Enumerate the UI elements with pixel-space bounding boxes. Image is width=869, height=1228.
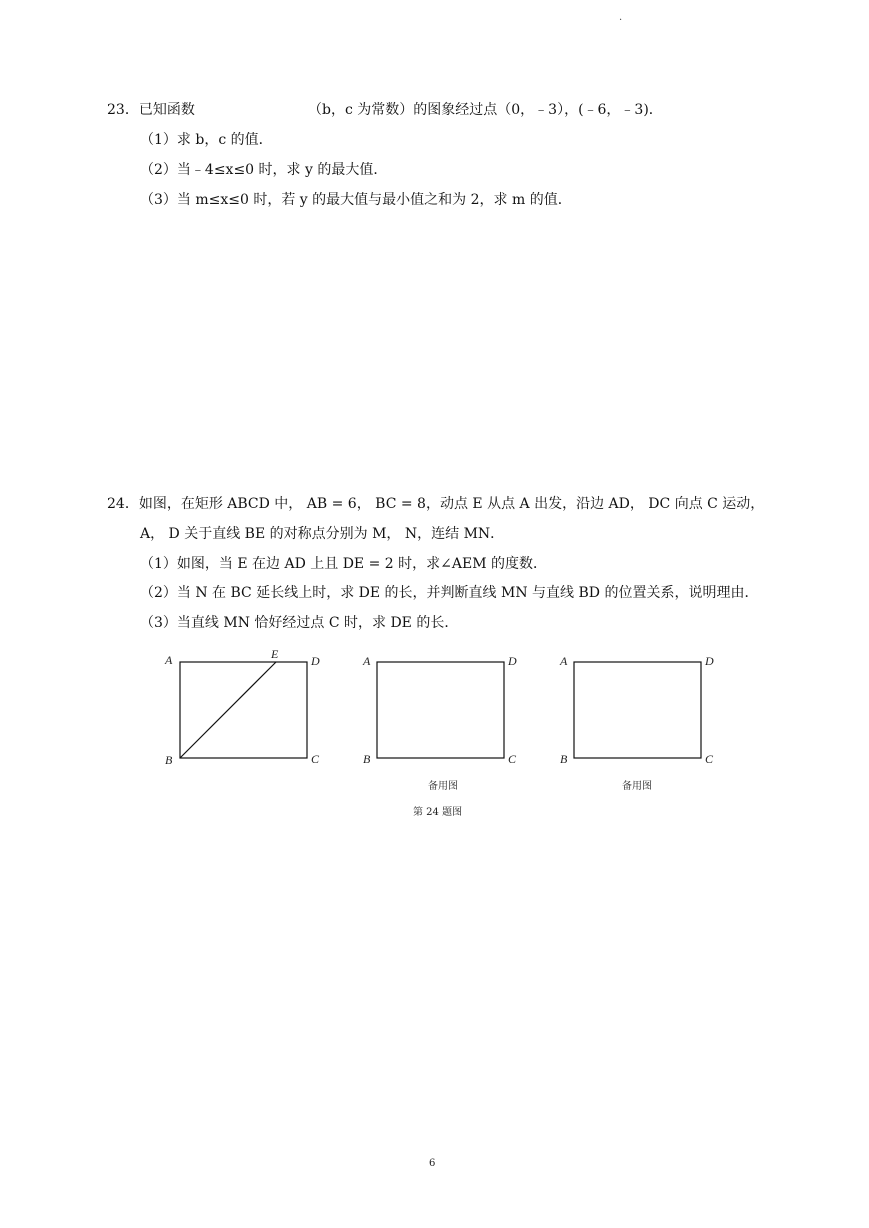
figure-caption: 第 24 题图 — [413, 807, 463, 818]
label-e: E — [271, 647, 279, 661]
label-c: C — [705, 752, 714, 766]
q23-part-1: （1）求 b，c 的值． — [140, 132, 273, 148]
label-d: D — [311, 654, 320, 668]
rectangle-abcd — [574, 662, 701, 758]
q24-line-2: A， D 关于直线 BE 的对称点分别为 M， N，连结 MN． — [140, 526, 505, 542]
q23-intro-a: 23．已知函数 — [107, 102, 195, 118]
label-b: B — [165, 753, 173, 767]
figure-spare-2-svg — [555, 645, 725, 775]
label-b: B — [363, 752, 371, 766]
figure-main — [160, 645, 330, 779]
label-b: B — [560, 752, 568, 766]
label-c: C — [311, 752, 320, 766]
segment-be — [180, 662, 276, 758]
spare-2-caption: 备用图 — [622, 781, 652, 792]
header-mark: . — [619, 12, 623, 23]
label-d: D — [508, 654, 517, 668]
page-number: 6 — [429, 1158, 436, 1169]
figure-main-svg — [160, 645, 330, 775]
label-a: A — [363, 654, 371, 668]
spare-1-caption: 备用图 — [428, 781, 458, 792]
q23-part-2: （2）当﹣4≤x≤0 时，求 y 的最大值． — [140, 162, 388, 178]
figure-spare-2 — [555, 645, 725, 779]
label-a: A — [165, 653, 173, 667]
q23-intro-b: （b，c 为常数）的图象经过点（0，﹣3），(﹣6，﹣3)． — [308, 102, 663, 118]
rectangle-abcd — [377, 662, 504, 758]
label-a: A — [560, 654, 568, 668]
figure-spare-1 — [358, 645, 528, 779]
q23-part-3: （3）当 m≤x≤0 时，若 y 的最大值与最小值之和为 2，求 m 的值． — [140, 192, 572, 208]
label-d: D — [705, 654, 714, 668]
q24-line-1: 24．如图，在矩形 ABCD 中， AB = 6， BC = 8，动点 E 从点 A 出发，沿边 AD， DC 向点 C 运动， — [107, 496, 765, 512]
rectangle-abcd — [180, 662, 307, 758]
figure-spare-1-svg — [358, 645, 528, 775]
q24-part-2: （2）当 N 在 BC 延长线上时，求 DE 的长，并判断直线 MN 与直线 BD 的位置关系，说明理由． — [140, 585, 759, 601]
q24-part-1: （1）如图，当 E 在边 AD 上且 DE = 2 时，求∠AEM 的度数． — [140, 556, 547, 572]
label-c: C — [508, 752, 517, 766]
q24-part-3: （3）当直线 MN 恰好经过点 C 时，求 DE 的长． — [140, 615, 459, 631]
